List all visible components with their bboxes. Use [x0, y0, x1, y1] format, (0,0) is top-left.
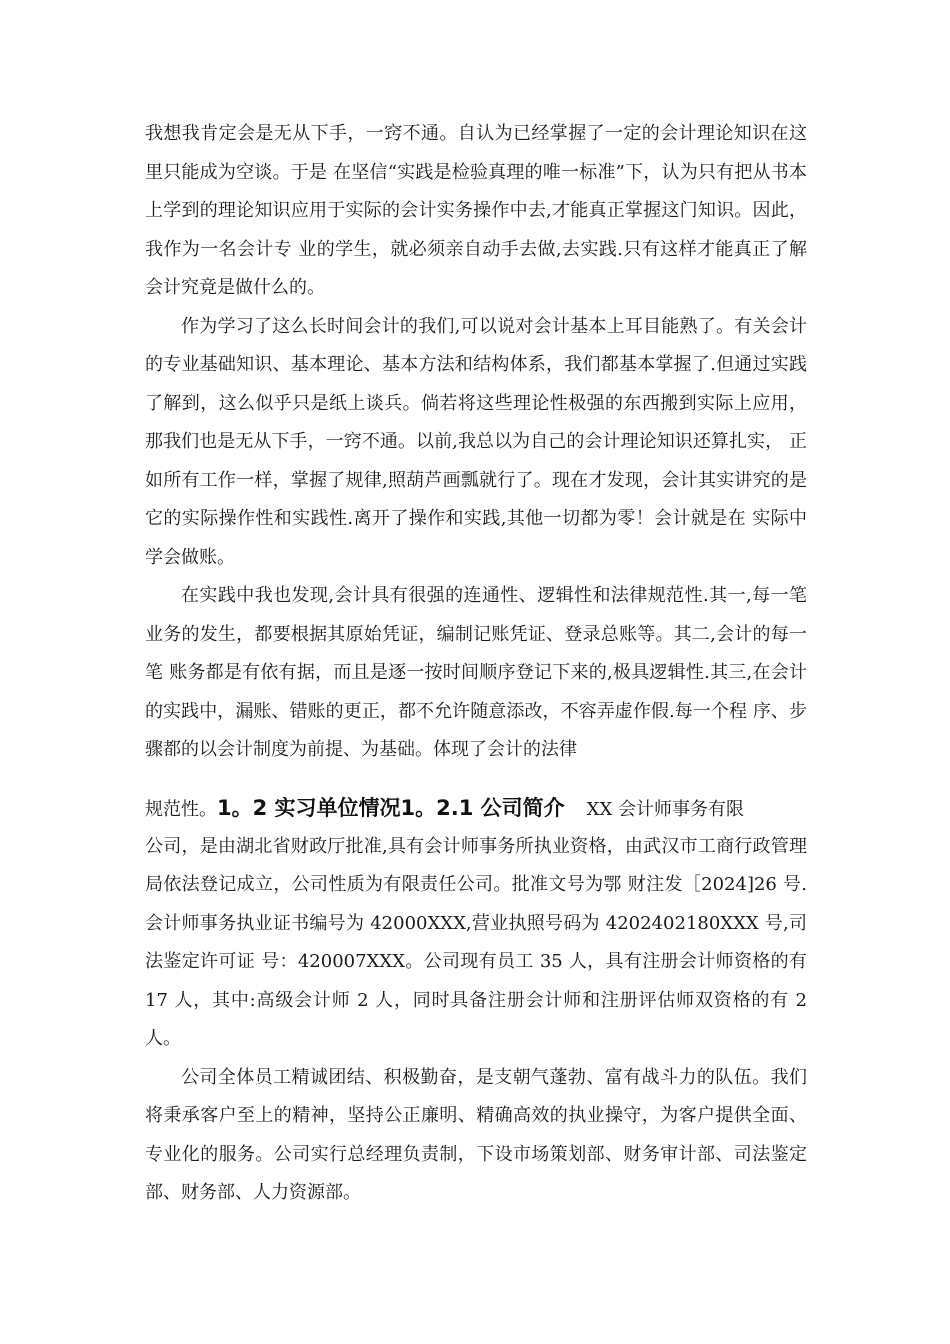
document-body — [145, 115, 807, 1213]
section-heading-1-2-1: 1。2.1 公司简介 — [400, 795, 565, 820]
paragraph-2: 作为学习了这么长时间会计的我们,可以说对会计基本上耳目能熟了。有关会计的专业基础知识、基本理论、基本方法和结构体系，我们都基本掌握了.但通过实践 了解到，这么似乎只是纸上谈兵。倘若将这些理论性极强的东西搬到实际上应用，那我们也是无从下手，一窍不通。以前,我总以为自己的会计理论知识还算扎实， 正如所有工作一样，掌握了规律,照葫芦画瓢就行了。现在才发现，会计其实讲究的是它的实际操作性和实践性.离开了操作和实践,其他一切都为零！会计就是在 实际中学会做账。 — [145, 315, 807, 568]
paragraph-3-tail: 规范性。 — [145, 798, 217, 820]
section-heading-1-2: 1。2 实习单位情况 — [217, 795, 401, 820]
paragraph-1: 我想我肯定会是无从下手，一窍不通。自认为已经掌握了一定的会计理论知识在这里只能成为空谈。于是 在坚信“实践是检验真理的唯一标准”下，认为只有把从书本上学到的理论知识应用于实际的会计实务操作中去,才能真正掌握这门知识。因此，我作为一名会计专 业的学生，就必须亲自动手去做,去实践.只有这样才能真正了解会计究竟是做什么的。 — [145, 123, 807, 298]
paragraph-5: 公司全体员工精诚团结、积极勤奋，是支朝气蓬勃、富有战斗力的队伍。我们将秉承客户至上的精神，坚持公正廉明、精确高效的执业操守，为客户提供全面、专业化的服务。公司实行总经理负责制，下设市场策划部、财务审计部、司法鉴定部、财务部、人力资源部。 — [145, 1066, 807, 1203]
paragraph-4: 公司，是由湖北省财政厅批准,具有会计师事务所执业资格，由武汉市工商行政管理局依法登记成立，公司性质为有限责任公司。批准文号为鄂 财注发［2024]26 号.会计师事务执业证书编号为 42000XXX,营业执照号码为 4202402180XXX 号,司法鉴定许可证 号：420007XXX。公司现有员工 35 人，具有注册会计师资格的有 17 人，其中:高级会计师 2 人，同时具备注册会计师和注册评估师双资格的有 2 人。 — [145, 835, 807, 1049]
paragraph-4-start: XX 会计师事务有限 — [586, 798, 745, 820]
mixed-heading-line — [145, 786, 807, 832]
paragraph-3: 在实践中我也发现,会计具有很强的连通性、逻辑性和法律规范性.其一,每一笔业务的发生，都要根据其原始凭证，编制记账凭证、登录总账等。其二,会计的每一笔 账务都是有依有据，而且是逐一按时间顺序登记下来的,极具逻辑性.其三,在会计的实践中，漏账、错账的更正，都不允许随意添改，不容弄虚作假.每一个程 序、步骤都的以会计制度为前提、为基础。体现了会计的法律 — [145, 585, 807, 760]
